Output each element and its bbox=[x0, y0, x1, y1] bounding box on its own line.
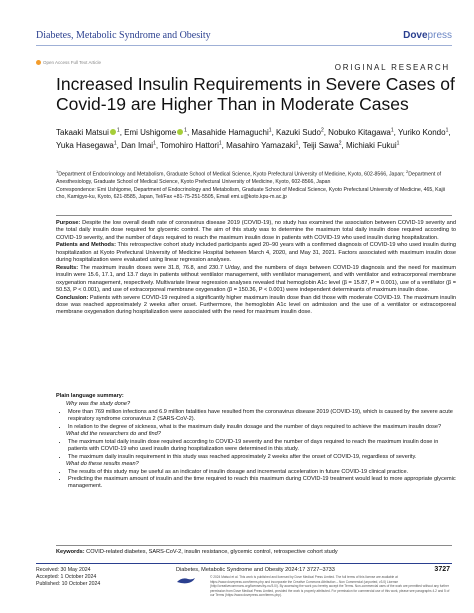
results-text: The maximum insulin doses were 31.8, 76.8, and 230.7 U/day, and the numbers of days between COVID-19 diagnosis and the need for maximum insulin were 15.6, 17.1, and 13.7 days in patients without ventilator management, with ventilator management, and with ventilator and extracorporeal membrane oxygenation management, respectively. Multivariate linear regression analyses revealed that hemoglobin A1c level (β = 15.87, P = 0.001), use of a ventilator (β = 50.53, P < 0.001), and use of extracorporeal membrane oxygenation (β = 150.36, P < 0.001) were independent determinants of maximum insulin dose. bbox=[56, 264, 456, 294]
author-name: Kazuki Sudo bbox=[276, 127, 321, 137]
author bbox=[398, 128, 451, 137]
author-separator: , bbox=[221, 140, 227, 150]
open-access-badge[interactable] bbox=[36, 60, 101, 65]
list-item: • More than 769 million infections and 6.9 million fatalities have resulted from the coronavirus disease 2019 (COVID-19), which is caused by the severe acute respiratory syndrome coronavirus 2 (SARS-CoV-2). bbox=[68, 409, 456, 424]
summary-list-1 bbox=[56, 409, 456, 431]
article-title bbox=[56, 74, 455, 114]
abstract-divider bbox=[56, 215, 452, 216]
article-type: ORIGINAL RESEARCH bbox=[334, 63, 450, 72]
summary-question-1: Why was the study done? bbox=[66, 401, 131, 408]
author bbox=[191, 128, 276, 137]
author bbox=[226, 141, 303, 150]
dove-bird-icon bbox=[176, 576, 204, 585]
summary-list-3 bbox=[56, 469, 456, 491]
page-number: 3727 bbox=[434, 566, 450, 573]
summary-title: Plain language summary: bbox=[56, 393, 124, 399]
conclusion-text: Patients with severe COVID-19 required a significantly higher maximum insulin dose than did those with moderate COVID-19. The maximum insulin dose was reached approximately 2 weeks after onset. Furthermore, the hemoglobin A1c level on admission and the use of a ventilator or extracorporeal membrane oxygenation during hospitalization were associated with the need for maximum insulin dose. bbox=[56, 294, 456, 316]
list-item: • The results of this study may be useful as an indicator of insulin dosage and incremental acceleration in future COVID-19 clinical practice. bbox=[68, 469, 456, 476]
list-item: • The maximum daily insulin requirement in this study was reached approximately 2 weeks after the onset of COVID-19, regardless of severity. bbox=[68, 454, 456, 461]
affiliation-sup-2: 2 bbox=[405, 169, 409, 174]
author bbox=[160, 141, 226, 150]
open-access-label: Open Access Full Text Article bbox=[43, 60, 101, 65]
orcid-icon[interactable] bbox=[110, 129, 116, 135]
purpose-label: Purpose: bbox=[56, 220, 81, 226]
author-affiliation-sup: 1 bbox=[445, 127, 449, 133]
keywords-label: Keywords: bbox=[56, 549, 85, 555]
author-name: Emi Ushigome bbox=[124, 127, 177, 137]
title-line-2: Covid-19 are Higher Than in Moderate Cases bbox=[56, 94, 409, 114]
author-affiliation-sup: 1 bbox=[218, 140, 222, 147]
header-divider bbox=[36, 45, 452, 46]
article-dates bbox=[36, 567, 100, 589]
author-separator: , bbox=[155, 140, 161, 150]
keywords-divider bbox=[56, 545, 452, 546]
author-affiliation-sup: 1 bbox=[295, 140, 299, 147]
published-date: Published: 10 October 2024 bbox=[36, 581, 101, 588]
author-list bbox=[56, 125, 456, 151]
keywords-text: COVID-related diabetes, SARS-CoV-2, insulin resistance, glycemic control, retrospective cohort study bbox=[84, 549, 338, 555]
abstract-results bbox=[56, 265, 456, 295]
author-separator: , bbox=[393, 127, 398, 137]
author-separator: , bbox=[271, 127, 277, 137]
methods-text: This retrospective cohort study included participants aged 20–90 years with a confirmed diagnosis of COVID-19 who used insulin during hospitalization at Kyoto Prefectural University of Medicine Hospital between March 4, 2020, and May 31, 2021. Factors associated with maximum insulin dose during hospitalization were evaluated using linear regression analyses. bbox=[56, 242, 456, 264]
author-separator: , bbox=[341, 140, 346, 150]
author-separator: , bbox=[448, 127, 451, 137]
list-item: • The maximum total daily insulin dose required according to COVID-19 severity and the number of days required to reach the maximum insulin dose in patients with COVID-19 who used insulin during hospitalization were determined in this study. bbox=[68, 439, 456, 454]
author-affiliation-sup: 1 bbox=[268, 127, 272, 133]
keywords bbox=[56, 549, 338, 555]
open-access-icon bbox=[36, 60, 41, 65]
author-affiliation-sup: 1 bbox=[184, 127, 187, 133]
author-affiliation-sup: 1 bbox=[116, 127, 120, 133]
author-name: Tomohiro Hattori bbox=[160, 140, 219, 150]
purpose-text: Despite the low overall death rate of coronavirus disease 2019 (COVID-19), no study has examined the association between COVID-19 severity and the total daily insulin dose required for glycemic control. The aim of this study was to determine the maximum total daily insulin dose required according to COVID-19 severity, and the number of days required to reach the maximum insulin dose in patients with COVID-19 who used insulin during hospitalization. bbox=[56, 220, 456, 241]
author bbox=[346, 141, 399, 150]
author-separator: , bbox=[298, 140, 303, 150]
accepted-date: Accepted: 1 October 2024 bbox=[36, 574, 97, 581]
author bbox=[56, 128, 124, 137]
publisher-logo[interactable] bbox=[403, 30, 452, 41]
author-name: Yuriko Kondo bbox=[397, 127, 446, 137]
publisher-name-press: press bbox=[427, 30, 452, 41]
abstract bbox=[56, 220, 456, 317]
author-separator: , bbox=[116, 140, 122, 150]
orcid-icon[interactable] bbox=[177, 129, 183, 135]
author-affiliation-sup: 1 bbox=[113, 140, 117, 147]
author-name: Dan Imai bbox=[121, 140, 154, 150]
abstract-methods bbox=[56, 242, 456, 264]
dove-logo-icon bbox=[176, 576, 204, 585]
abstract-conclusion bbox=[56, 295, 456, 317]
received-date: Received: 30 May 2024 bbox=[36, 567, 91, 573]
author-affiliation-sup: 1 bbox=[396, 140, 400, 147]
author-separator: , bbox=[119, 127, 125, 137]
affiliations bbox=[56, 168, 456, 186]
conclusion-label: Conclusion: bbox=[56, 294, 89, 301]
publisher-name-dove: Dove bbox=[403, 30, 428, 41]
journal-title: Diabetes, Metabolic Syndrome and Obesity bbox=[36, 30, 211, 41]
author bbox=[328, 128, 398, 137]
plain-language-summary bbox=[56, 393, 456, 491]
author bbox=[276, 128, 328, 137]
author-name: Takaaki Matsui bbox=[56, 127, 109, 137]
abstract-purpose bbox=[56, 220, 456, 242]
affiliation-sup-1: 1 bbox=[56, 169, 59, 174]
author-separator: , bbox=[323, 127, 329, 137]
author-affiliation-sup: 1 bbox=[390, 127, 394, 133]
summary-list-2 bbox=[56, 439, 456, 461]
author-name: Masahide Hamaguchi bbox=[191, 127, 269, 137]
author-name: Masahiro Yamazaki bbox=[226, 140, 296, 150]
author bbox=[56, 141, 121, 150]
affiliation-2: Department of Anesthesiology, Graduate School of Medical Science, Kyoto Prefectural University of Medicine, Kyoto, 602-8566, Japan bbox=[56, 171, 442, 185]
footer-journal-citation: Diabetes, Metabolic Syndrome and Obesity 2024:17 3727–3733 bbox=[176, 567, 335, 573]
affiliation-1: Department of Endocrinology and Metabolism, Graduate School of Medical Science, Kyoto Prefectural University of Medicine, Kyoto, 602-8566, Japan; bbox=[58, 171, 406, 178]
license-text: © 2024 Matsui et al. This work is published and licensed by Dove Medical Press Limited. The full terms of this license are available at https://www.dovepress.com/terms.php and incorporate the Creative Commons Attribution – Non Commercial (unported, v3.0) License (http://creativecommons.org/licenses/by-nc/3.0/). By accessing the work you hereby accept the Terms. Non-commercial uses of the work are permitted without any further permission from Dove Medical Press Limited, provided the work is properly attributed. For permission for commercial use of this work, please see paragraphs 4.2 and 5 of our Terms (https://www.dovepress.com/terms.php). bbox=[210, 575, 450, 598]
footer-divider bbox=[36, 563, 452, 564]
author-name: Nobuko Kitagawa bbox=[328, 127, 391, 137]
author-affiliation-sup: 2 bbox=[338, 140, 342, 147]
list-item: • Predicting the maximum amount of insulin and the time required to reach this maximum during COVID-19 treatment would lead to more appropriate glycemic management. bbox=[68, 476, 456, 491]
author-name: Michiaki Fukui bbox=[345, 140, 397, 150]
author-name: Teiji Sawa bbox=[302, 140, 339, 150]
summary-question-3: What do these results mean? bbox=[66, 461, 139, 468]
author bbox=[124, 128, 191, 137]
methods-label: Patients and Methods: bbox=[56, 242, 116, 249]
list-item: • In relation to the degree of sickness, what is the maximum daily insulin dosage and the number of days required to achieve the maximum insulin dose? bbox=[68, 424, 456, 431]
author bbox=[303, 141, 346, 150]
author-separator: , bbox=[186, 127, 192, 137]
results-label: Results: bbox=[56, 264, 79, 271]
author-affiliation-sup: 1 bbox=[153, 140, 156, 147]
author-name: Yuka Hasegawa bbox=[56, 140, 114, 150]
author-affiliation-sup: 2 bbox=[320, 127, 324, 133]
summary-question-2: What did the researchers do and find? bbox=[66, 431, 161, 438]
author bbox=[121, 141, 160, 150]
title-line-1: Increased Insulin Requirements in Severe Cases of bbox=[56, 74, 455, 94]
correspondence: Correspondence: Emi Ushigome, Department of Endocrinology and Metabolism, Graduate School of Medical Science, Kyoto Prefectural University of Medicine, 465, Kajii cho, Kamigyo-ku, Kyoto, 621-8585, Japan, Tel/Fax +81-75-251-5505, Email emi.u@koto.kpu-m.ac.jp bbox=[56, 187, 445, 201]
